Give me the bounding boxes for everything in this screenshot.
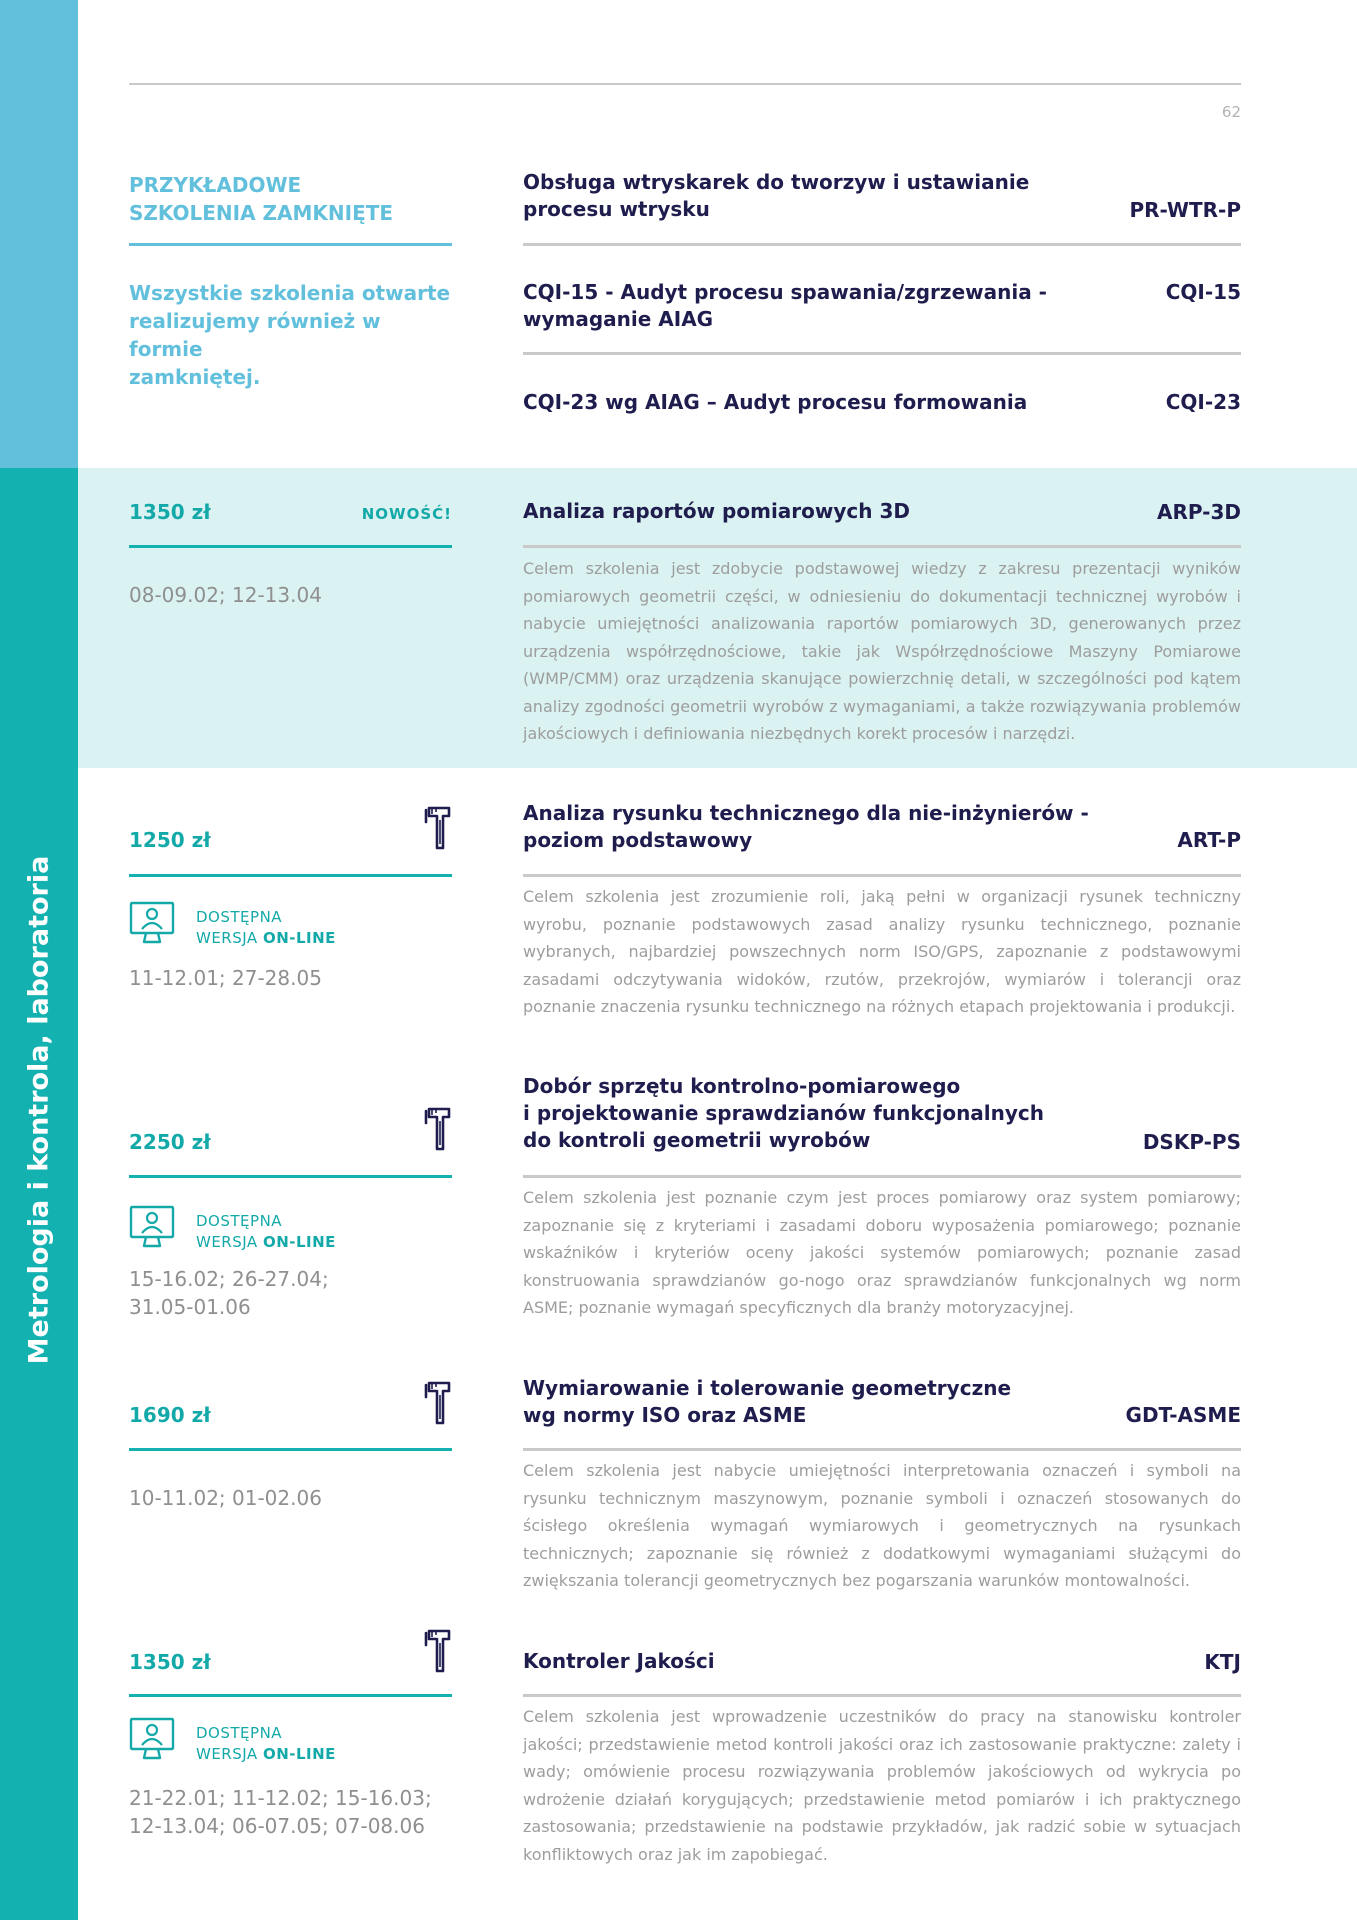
course-title[interactable]: Analiza raportów pomiarowych 3D (523, 499, 910, 523)
course-dates: 10-11.02; 01-02.06 (129, 1486, 322, 1510)
course-dates: 21-22.01; 11-12.02; 15-16.03; 12-13.04; 06-07.05; 07-08.06 (129, 1786, 432, 1838)
course-divider (523, 874, 1241, 877)
course-divider (523, 1448, 1241, 1451)
course-price: 1350 zł (129, 1650, 211, 1674)
closed-training-title[interactable]: CQI-15 - Audyt procesu spawania/zgrzewania - wymaganie AIAG (523, 280, 1047, 331)
course-dates: 11-12.01; 27-28.05 (129, 966, 322, 990)
course-price: 2250 zł (129, 1130, 211, 1154)
online-computer-icon (129, 1716, 175, 1762)
course-title[interactable]: Kontroler Jakości (523, 1649, 715, 1673)
closed-training-title[interactable]: CQI-23 wg AIAG – Audyt procesu formowania (523, 390, 1028, 414)
online-availability: DOSTĘPNA WERSJA ON-LINE (196, 908, 336, 947)
course-divider (523, 1175, 1241, 1178)
course-code: KTJ (1204, 1650, 1241, 1674)
course-dates: 15-16.02; 26-27.04; 31.05-01.06 (129, 1267, 329, 1319)
closed-training-code: CQI-15 (1165, 280, 1241, 304)
course-price: 1250 zł (129, 828, 211, 852)
closed-training-title[interactable]: Obsługa wtryskarek do tworzyw i ustawianie procesu wtrysku (523, 170, 1030, 221)
course-code: GDT-ASME (1125, 1403, 1241, 1427)
price-divider (129, 1175, 452, 1178)
course-description: Celem szkolenia jest wprowadzenie uczestników do pracy na stanowisku kontroler jakości; przedstawienie metod kontroli jakości oraz ich zastosowanie praktyczne: zalety i wady; omówienie procesu rozwiązywania problemów jakościowych od wykrycia po wdrożenie działań korygujących; przedstawienie metod pomiarów i ich praktycznego zastosowania; przedstawienie na podstawie przykładów, jak radzić sobie w sytuacjach konfliktowych oraz jak im zapobiegać. (523, 1707, 1241, 1864)
new-badge: NOWOŚĆ! (361, 505, 452, 523)
course-price: 1690 zł (129, 1403, 211, 1427)
course-description: Celem szkolenia jest zrozumienie roli, jaką pełni w organizacji rysunek techniczny wyrobu, poznanie podstawowych zasad analizy rysunku technicznego, poznanie wybranych, najbardziej powszechnych norm ISO/GPS, zapoznanie z podstawowymi zasadami odczytywania widoków, rzutów, przekrojów, wymiarów i tolerancji oraz poznanie znaczenia rysunku technicznego na różnych etapach projektowania i produkcji. (523, 887, 1241, 1016)
online-availability: DOSTĘPNA WERSJA ON-LINE (196, 1212, 336, 1251)
course-divider (523, 1694, 1241, 1697)
closed-trainings-heading: PRZYKŁADOWE SZKOLENIA ZAMKNIĘTE (129, 173, 394, 225)
course-title[interactable]: Wymiarowanie i tolerowanie geometryczne wg normy ISO oraz ASME (523, 1376, 1012, 1427)
sidebar-top-block (0, 0, 78, 468)
intro-divider (129, 243, 452, 246)
top-divider (129, 83, 1241, 85)
caliper-icon (423, 1381, 453, 1425)
course-description: Celem szkolenia jest nabycie umiejętności interpretowania oznaczeń i symboli na rysunku technicznym maszynowym, poznanie symboli i oznaczeń stosowanych do ścisłego określenia wymagań wymiarowych i geometrycznych na rysunkach technicznych; zapoznanie się również z dodatkowymi wymaganiami służącymi do zwiększania tolerancji geometrycznych bez pogarszania warunków montowalności. (523, 1461, 1241, 1590)
course-price: 1350 zł (129, 500, 211, 524)
course-description: Celem szkolenia jest zdobycie podstawowej wiedzy z zakresu prezentacji wyników pomiarowych geometrii części, w odniesieniu do dokumentacji technicznej wyrobów i nabycie umiejętności analizowania raportów pomiarowych 3D, generowanych przez urządzenia współrzędnościowe, takie jak Współrzędnościowe Maszyny Pomiarowe (WMP/CMM) oraz urządzenia skanujące powierzchnię detali, w szczególności pod kątem analizy zgodności geometrii wyrobów z wymaganiami, a także rozwiązywania problemów jakościowych i definiowania niezbędnych korekt procesów i narzędzi. (523, 559, 1241, 743)
course-code: ARP-3D (1156, 500, 1241, 524)
course-code: DSKP-PS (1142, 1130, 1241, 1154)
page-number: 62 (1221, 103, 1241, 121)
caliper-icon (423, 1629, 453, 1673)
closed-trainings-note: Wszystkie szkolenia otwarte realizujemy również w formie zamkniętej. (129, 281, 451, 389)
course-description: Celem szkolenia jest poznanie czym jest proces pomiarowy oraz system pomiarowy; zapoznanie się z kryteriami i zasadami doboru wyposażenia pomiarowego; poznanie wskaźników i kryteriów oceny jakości systemów pomiarowych; poznanie zasad konstruowania sprawdzianów go-nogo oraz sprawdzianów funkcjonalnych wg norm ASME; poznanie wymagań specyficznych dla branży motoryzacyjnej. (523, 1188, 1241, 1317)
price-divider (129, 874, 452, 877)
course-title[interactable]: Dobór sprzętu kontrolno-pomiarowego i projektowanie sprawdzianów funkcjonalnych do kontroli geometrii wyrobów (523, 1074, 1045, 1152)
caliper-icon (423, 1107, 453, 1151)
price-divider (129, 545, 452, 548)
closed-training-code: PR-WTR-P (1129, 198, 1241, 222)
course-code: ART-P (1177, 828, 1241, 852)
course-dates: 08-09.02; 12-13.04 (129, 583, 322, 607)
course-title[interactable]: Analiza rysunku technicznego dla nie-inżynierów - poziom podstawowy (523, 801, 1089, 852)
online-computer-icon (129, 1204, 175, 1250)
list-divider (523, 352, 1241, 355)
closed-training-code: CQI-23 (1165, 390, 1241, 414)
caliper-icon (423, 806, 453, 850)
online-computer-icon (129, 900, 175, 946)
section-label: Metrologia i kontrola, laboratoria (23, 855, 55, 1365)
price-divider (129, 1448, 452, 1451)
online-availability: DOSTĘPNA WERSJA ON-LINE (196, 1724, 336, 1763)
course-divider (523, 545, 1241, 548)
list-divider (523, 243, 1241, 246)
price-divider (129, 1694, 452, 1697)
